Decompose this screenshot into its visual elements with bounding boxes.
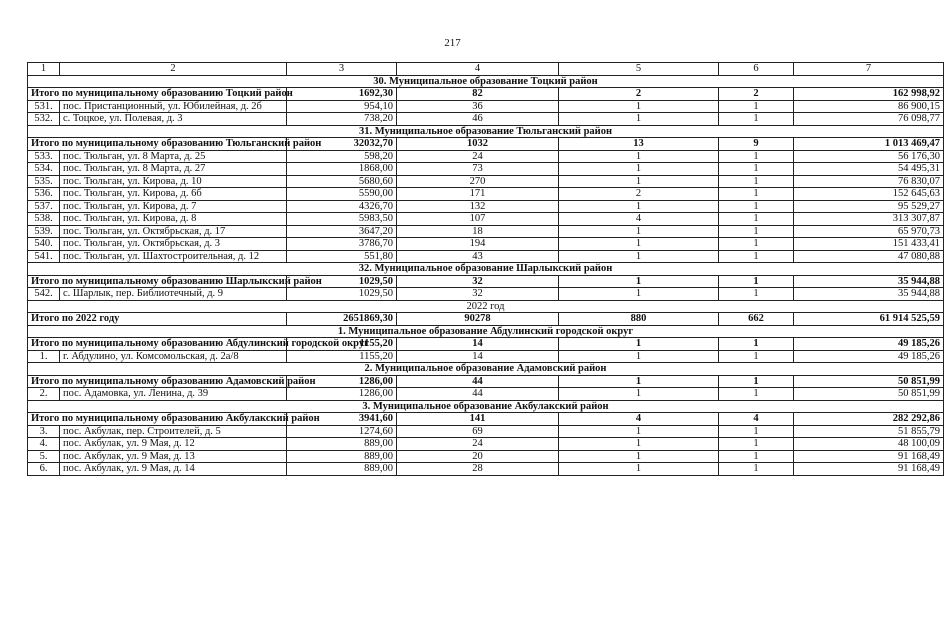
cost-cell: 151 433,41 — [794, 238, 944, 251]
count-cell: 1 — [719, 388, 794, 401]
cost-cell: 50 851,99 — [794, 388, 944, 401]
table-row — [28, 450, 944, 463]
area-cell: 738,20 — [287, 113, 397, 126]
residents-cell: 82 — [397, 88, 559, 101]
residents-cell: 73 — [397, 163, 559, 176]
cost-cell: 91 168,49 — [794, 463, 944, 476]
count-cell: 1 — [559, 100, 719, 113]
table-row — [28, 463, 944, 476]
cost-cell: 152 645,63 — [794, 188, 944, 201]
table-row — [28, 175, 944, 188]
count-cell: 9 — [719, 138, 794, 151]
table-row — [28, 288, 944, 301]
count-cell: 1 — [559, 338, 719, 351]
total-label: Итого по муниципальному образованию Тоцкий район — [28, 88, 287, 101]
row-number: 531. — [28, 100, 60, 113]
count-cell: 1 — [559, 175, 719, 188]
section-heading: 2. Муниципальное образование Адамовский район — [28, 363, 944, 376]
address-cell: с. Тоцкое, ул. Полевая, д. 3 — [60, 113, 287, 126]
count-cell: 1 — [719, 113, 794, 126]
table-body — [28, 63, 944, 476]
count-cell: 1 — [559, 163, 719, 176]
row-number: 538. — [28, 213, 60, 226]
count-cell: 1 — [719, 450, 794, 463]
count-cell: 1 — [559, 425, 719, 438]
total-label: Итого по муниципальному образованию Тюльганский район — [28, 138, 287, 151]
count-cell: 1 — [719, 350, 794, 363]
residents-cell: 14 — [397, 338, 559, 351]
count-cell: 662 — [719, 313, 794, 326]
total-label: Итого по муниципальному образованию Акбулакский район — [28, 413, 287, 426]
table-row — [28, 438, 944, 451]
area-cell: 1029,50 — [287, 275, 397, 288]
address-cell: пос. Акбулак, ул. 9 Мая, д. 14 — [60, 463, 287, 476]
row-number: 540. — [28, 238, 60, 251]
area-cell: 551,80 — [287, 250, 397, 263]
count-cell: 1 — [559, 250, 719, 263]
residents-cell: 20 — [397, 450, 559, 463]
count-cell: 1 — [719, 163, 794, 176]
address-cell: пос. Акбулак, ул. 9 Мая, д. 12 — [60, 438, 287, 451]
area-cell: 889,00 — [287, 463, 397, 476]
residents-cell: 18 — [397, 225, 559, 238]
count-cell: 1 — [719, 438, 794, 451]
count-cell: 1 — [719, 238, 794, 251]
address-cell: г. Абдулино, ул. Комсомольская, д. 2а/8 — [60, 350, 287, 363]
cost-cell: 35 944,88 — [794, 288, 944, 301]
column-header: 4 — [397, 63, 559, 76]
count-cell: 1 — [719, 338, 794, 351]
page-number: 217 — [444, 37, 461, 49]
cost-cell: 91 168,49 — [794, 450, 944, 463]
count-cell: 1 — [719, 288, 794, 301]
total-row — [28, 275, 944, 288]
total-row — [28, 375, 944, 388]
section-heading-row — [28, 400, 944, 413]
total-row — [28, 338, 944, 351]
row-number: 534. — [28, 163, 60, 176]
count-cell: 1 — [559, 200, 719, 213]
cost-cell: 49 185,26 — [794, 338, 944, 351]
count-cell: 1 — [559, 375, 719, 388]
year-heading-row — [28, 300, 944, 313]
count-cell: 1 — [559, 450, 719, 463]
cost-cell: 86 900,15 — [794, 100, 944, 113]
row-number: 542. — [28, 288, 60, 301]
section-heading-row — [28, 125, 944, 138]
residents-cell: 270 — [397, 175, 559, 188]
section-heading: 31. Муниципальное образование Тюльганский район — [28, 125, 944, 138]
cost-cell: 162 998,92 — [794, 88, 944, 101]
count-cell: 4 — [559, 213, 719, 226]
count-cell: 1 — [559, 225, 719, 238]
column-header: 2 — [60, 63, 287, 76]
table-row — [28, 188, 944, 201]
total-label: Итого по 2022 году — [28, 313, 287, 326]
row-number: 532. — [28, 113, 60, 126]
count-cell: 1 — [559, 150, 719, 163]
area-cell: 2651869,30 — [287, 313, 397, 326]
section-heading: 1. Муниципальное образование Абдулинский городской округ — [28, 325, 944, 338]
count-cell: 1 — [719, 100, 794, 113]
area-cell: 5590,00 — [287, 188, 397, 201]
count-cell: 1 — [719, 225, 794, 238]
table-row — [28, 250, 944, 263]
section-heading: 32. Муниципальное образование Шарлыкский район — [28, 263, 944, 276]
count-cell: 1 — [719, 463, 794, 476]
residents-cell: 44 — [397, 388, 559, 401]
address-cell: пос. Тюльган, ул. Кирова, д. 8 — [60, 213, 287, 226]
area-cell: 1274,60 — [287, 425, 397, 438]
cost-cell: 56 176,30 — [794, 150, 944, 163]
count-cell: 2 — [559, 88, 719, 101]
residents-cell: 14 — [397, 350, 559, 363]
row-number: 2. — [28, 388, 60, 401]
count-cell: 1 — [559, 238, 719, 251]
area-cell: 1155,20 — [287, 338, 397, 351]
count-cell: 1 — [719, 375, 794, 388]
table-row — [28, 150, 944, 163]
count-cell: 1 — [719, 175, 794, 188]
section-heading: 3. Муниципальное образование Акбулакский район — [28, 400, 944, 413]
count-cell: 1 — [559, 438, 719, 451]
count-cell: 1 — [559, 113, 719, 126]
address-cell: с. Шарлык, пер. Библиотечный, д. 9 — [60, 288, 287, 301]
column-header: 7 — [794, 63, 944, 76]
residents-cell: 24 — [397, 438, 559, 451]
count-cell: 1 — [559, 350, 719, 363]
count-cell: 1 — [719, 425, 794, 438]
cost-cell: 47 080,88 — [794, 250, 944, 263]
residents-cell: 69 — [397, 425, 559, 438]
total-row — [28, 88, 944, 101]
area-cell: 32032,70 — [287, 138, 397, 151]
table-row — [28, 213, 944, 226]
row-number: 537. — [28, 200, 60, 213]
table-row — [28, 425, 944, 438]
count-cell: 1 — [719, 200, 794, 213]
cost-cell: 48 100,09 — [794, 438, 944, 451]
area-cell: 5680,60 — [287, 175, 397, 188]
section-heading-row — [28, 263, 944, 276]
cost-cell: 49 185,26 — [794, 350, 944, 363]
address-cell: пос. Тюльган, ул. Шахтостроительная, д. 12 — [60, 250, 287, 263]
area-cell: 1868,00 — [287, 163, 397, 176]
cost-cell: 1 013 469,47 — [794, 138, 944, 151]
cost-cell: 65 970,73 — [794, 225, 944, 238]
cost-cell: 54 495,31 — [794, 163, 944, 176]
residents-cell: 141 — [397, 413, 559, 426]
row-number: 6. — [28, 463, 60, 476]
residents-cell: 28 — [397, 463, 559, 476]
cost-cell: 50 851,99 — [794, 375, 944, 388]
count-cell: 1 — [719, 188, 794, 201]
area-cell: 598,20 — [287, 150, 397, 163]
count-cell: 1 — [559, 275, 719, 288]
count-cell: 4 — [719, 413, 794, 426]
area-cell: 1155,20 — [287, 350, 397, 363]
table-row — [28, 350, 944, 363]
table-row — [28, 163, 944, 176]
residents-cell: 32 — [397, 275, 559, 288]
area-cell: 5983,50 — [287, 213, 397, 226]
total-label: Итого по муниципальному образованию Абдулинский городской округ — [28, 338, 287, 351]
cost-cell: 35 944,88 — [794, 275, 944, 288]
row-number: 4. — [28, 438, 60, 451]
area-cell: 954,10 — [287, 100, 397, 113]
row-number: 535. — [28, 175, 60, 188]
column-header: 5 — [559, 63, 719, 76]
column-header: 3 — [287, 63, 397, 76]
row-number: 3. — [28, 425, 60, 438]
total-label: Итого по муниципальному образованию Шарлыкский район — [28, 275, 287, 288]
address-cell: пос. Пристанционный, ул. Юбилейная, д. 2б — [60, 100, 287, 113]
cost-cell: 76 830,07 — [794, 175, 944, 188]
section-heading: 30. Муниципальное образование Тоцкий район — [28, 75, 944, 88]
row-number: 5. — [28, 450, 60, 463]
table-row — [28, 100, 944, 113]
count-cell: 1 — [719, 275, 794, 288]
row-number: 541. — [28, 250, 60, 263]
area-cell: 3786,70 — [287, 238, 397, 251]
address-cell: пос. Тюльган, ул. Кирова, д. 6б — [60, 188, 287, 201]
address-cell: пос. Тюльган, ул. Кирова, д. 10 — [60, 175, 287, 188]
cost-cell: 313 307,87 — [794, 213, 944, 226]
address-cell: пос. Тюльган, ул. Октябрьская, д. 17 — [60, 225, 287, 238]
area-cell: 1692,30 — [287, 88, 397, 101]
housing-repair-table — [27, 62, 944, 476]
cost-cell: 95 529,27 — [794, 200, 944, 213]
count-cell: 1 — [719, 150, 794, 163]
address-cell: пос. Тюльган, ул. Кирова, д. 7 — [60, 200, 287, 213]
table-row — [28, 388, 944, 401]
area-cell: 1029,50 — [287, 288, 397, 301]
count-cell: 1 — [559, 388, 719, 401]
total-row — [28, 138, 944, 151]
count-cell: 1 — [719, 250, 794, 263]
table-row — [28, 200, 944, 213]
address-cell: пос. Тюльган, ул. 8 Марта, д. 27 — [60, 163, 287, 176]
area-cell: 3647,20 — [287, 225, 397, 238]
year-heading: 2022 год — [28, 300, 944, 313]
count-cell: 4 — [559, 413, 719, 426]
row-number: 533. — [28, 150, 60, 163]
count-cell: 1 — [719, 213, 794, 226]
address-cell: пос. Акбулак, ул. 9 Мая, д. 13 — [60, 450, 287, 463]
area-cell: 889,00 — [287, 438, 397, 451]
residents-cell: 36 — [397, 100, 559, 113]
column-header: 1 — [28, 63, 60, 76]
area-cell: 1286,00 — [287, 388, 397, 401]
area-cell: 1286,00 — [287, 375, 397, 388]
address-cell: пос. Акбулак, пер. Строителей, д. 5 — [60, 425, 287, 438]
address-cell: пос. Тюльган, ул. Октябрьская, д. 3 — [60, 238, 287, 251]
column-header-row — [28, 63, 944, 76]
table-row — [28, 113, 944, 126]
residents-cell: 171 — [397, 188, 559, 201]
count-cell: 13 — [559, 138, 719, 151]
count-cell: 2 — [559, 188, 719, 201]
column-header: 6 — [719, 63, 794, 76]
row-number: 536. — [28, 188, 60, 201]
residents-cell: 194 — [397, 238, 559, 251]
total-label: Итого по муниципальному образованию Адамовский район — [28, 375, 287, 388]
area-cell: 4326,70 — [287, 200, 397, 213]
table-row — [28, 225, 944, 238]
cost-cell: 61 914 525,59 — [794, 313, 944, 326]
area-cell: 3941,60 — [287, 413, 397, 426]
residents-cell: 46 — [397, 113, 559, 126]
residents-cell: 44 — [397, 375, 559, 388]
area-cell: 889,00 — [287, 450, 397, 463]
cost-cell: 282 292,86 — [794, 413, 944, 426]
row-number: 539. — [28, 225, 60, 238]
residents-cell: 90278 — [397, 313, 559, 326]
row-number: 1. — [28, 350, 60, 363]
residents-cell: 32 — [397, 288, 559, 301]
total-row — [28, 413, 944, 426]
residents-cell: 24 — [397, 150, 559, 163]
residents-cell: 1032 — [397, 138, 559, 151]
count-cell: 880 — [559, 313, 719, 326]
residents-cell: 132 — [397, 200, 559, 213]
table-row — [28, 238, 944, 251]
total-row — [28, 313, 944, 326]
residents-cell: 107 — [397, 213, 559, 226]
address-cell: пос. Тюльган, ул. 8 Марта, д. 25 — [60, 150, 287, 163]
section-heading-row — [28, 325, 944, 338]
count-cell: 2 — [719, 88, 794, 101]
count-cell: 1 — [559, 463, 719, 476]
residents-cell: 43 — [397, 250, 559, 263]
cost-cell: 51 855,79 — [794, 425, 944, 438]
count-cell: 1 — [559, 288, 719, 301]
address-cell: пос. Адамовка, ул. Ленина, д. 39 — [60, 388, 287, 401]
section-heading-row — [28, 75, 944, 88]
cost-cell: 76 098,77 — [794, 113, 944, 126]
section-heading-row — [28, 363, 944, 376]
